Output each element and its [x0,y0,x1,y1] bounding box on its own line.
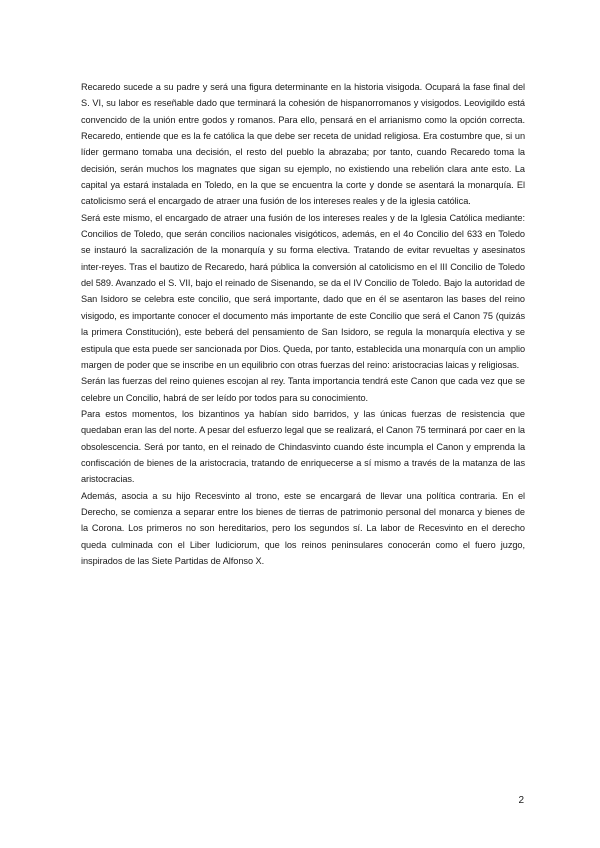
document-body [81,79,525,569]
paragraph: Además, asocia a su hijo Recesvinto al trono, este se encargará de llevar una política contraria. En el Derecho, se comienza a separar entre los bienes de tierras de patrimonio personal del monarca y bienes de la Corona. Los primeros no son hereditarios, pero los segundos sí. La labor de Recesvinto en el derecho queda culminada con el Liber Iudiciorum, que los reinos peninsulares conocerán como el fuero juzgo, inspirados de las Siete Partidas de Alfonso X. [81,490,525,566]
page-number: 2 [518,795,524,806]
paragraph: Serán las fuerzas del reino quienes escojan al rey. Tanta importancia tendrá este Canon que cada vez que se celebre un Concilio, habrá de ser leído por todos para su conocimiento. [81,376,525,403]
paragraph: Será este mismo, el encargado de atraer una fusión de los intereses reales y de la Iglesia Católica mediante: Concilios de Toledo, que serán concilios nacionales visigóticos, además, en el 4o Concilio del 633 en Toledo se instauró la sacralización de la monarquía y su forma electiva. Tratando de evitar revueltas y asesinatos inter-reyes. Tras el bautizo de Recaredo, hará pública la conversión al catolicismo en el III Concilio de Toledo del 589. Avanzado el S. VII, bajo el reinado de Sisenando, se da el IV Concilio de Toledo. Bajo la autoridad de San Isidoro se celebra este concilio, que será importante, dado que en él se asentaron las bases del reino visigodo, es importante conocer el documento más importante de este Concilio que será el Canon 75 (quizás la primera Constitución), este beberá del pensamiento de San Isidoro, se regula la monarquía electiva y se estipula que esta puede ser sancionada por Dios. Queda, por tanto, establecida una monarquía con un amplio margen de poder que se inscribe en un equilibrio con otras fuerzas del reino: aristocracias laicas y religiosas. [81,212,525,370]
paragraph: Recaredo sucede a su padre y será una figura determinante en la historia visigoda. Ocupará la fase final del S. VI, su labor es reseñable dado que terminará la cohesión de hispanorromanos y visigodos. Leovigildo está convencido de la unión entre godos y romanos. Para ello, pensará en el arrianismo como la opción correcta. Recaredo, entiende que es la fe católica la que debe ser receta de unidad religiosa. Era costumbre que, si un líder germano tomaba una decisión, el resto del pueblo la abrazaba; por tanto, cuando Recaredo toma la decisión, serán muchos los magnates que sigan su ejemplo, no existiendo una rebelión clara ante esto. La capital ya estará instalada en Toledo, en la que se encuentra la corte y donde se asentará la monarquía. El catolicismo será el encargado de atraer una fusión de los intereses reales y de la iglesia católica. [81,82,525,207]
paragraph: Para estos momentos, los bizantinos ya habían sido barridos, y las únicas fuerzas de resistencia que quedaban eran las del norte. A pesar del esfuerzo legal que se realizará, el Canon 75 terminará por caer en la obsolescencia. Será por tanto, en el reinado de Chindasvinto cuando éste incumpla el Canon y emprenda la confiscación de bienes de la aristocracia, tratando de enriquecerse a sí mismo a través de la matanza de las aristocracias. [81,408,525,485]
